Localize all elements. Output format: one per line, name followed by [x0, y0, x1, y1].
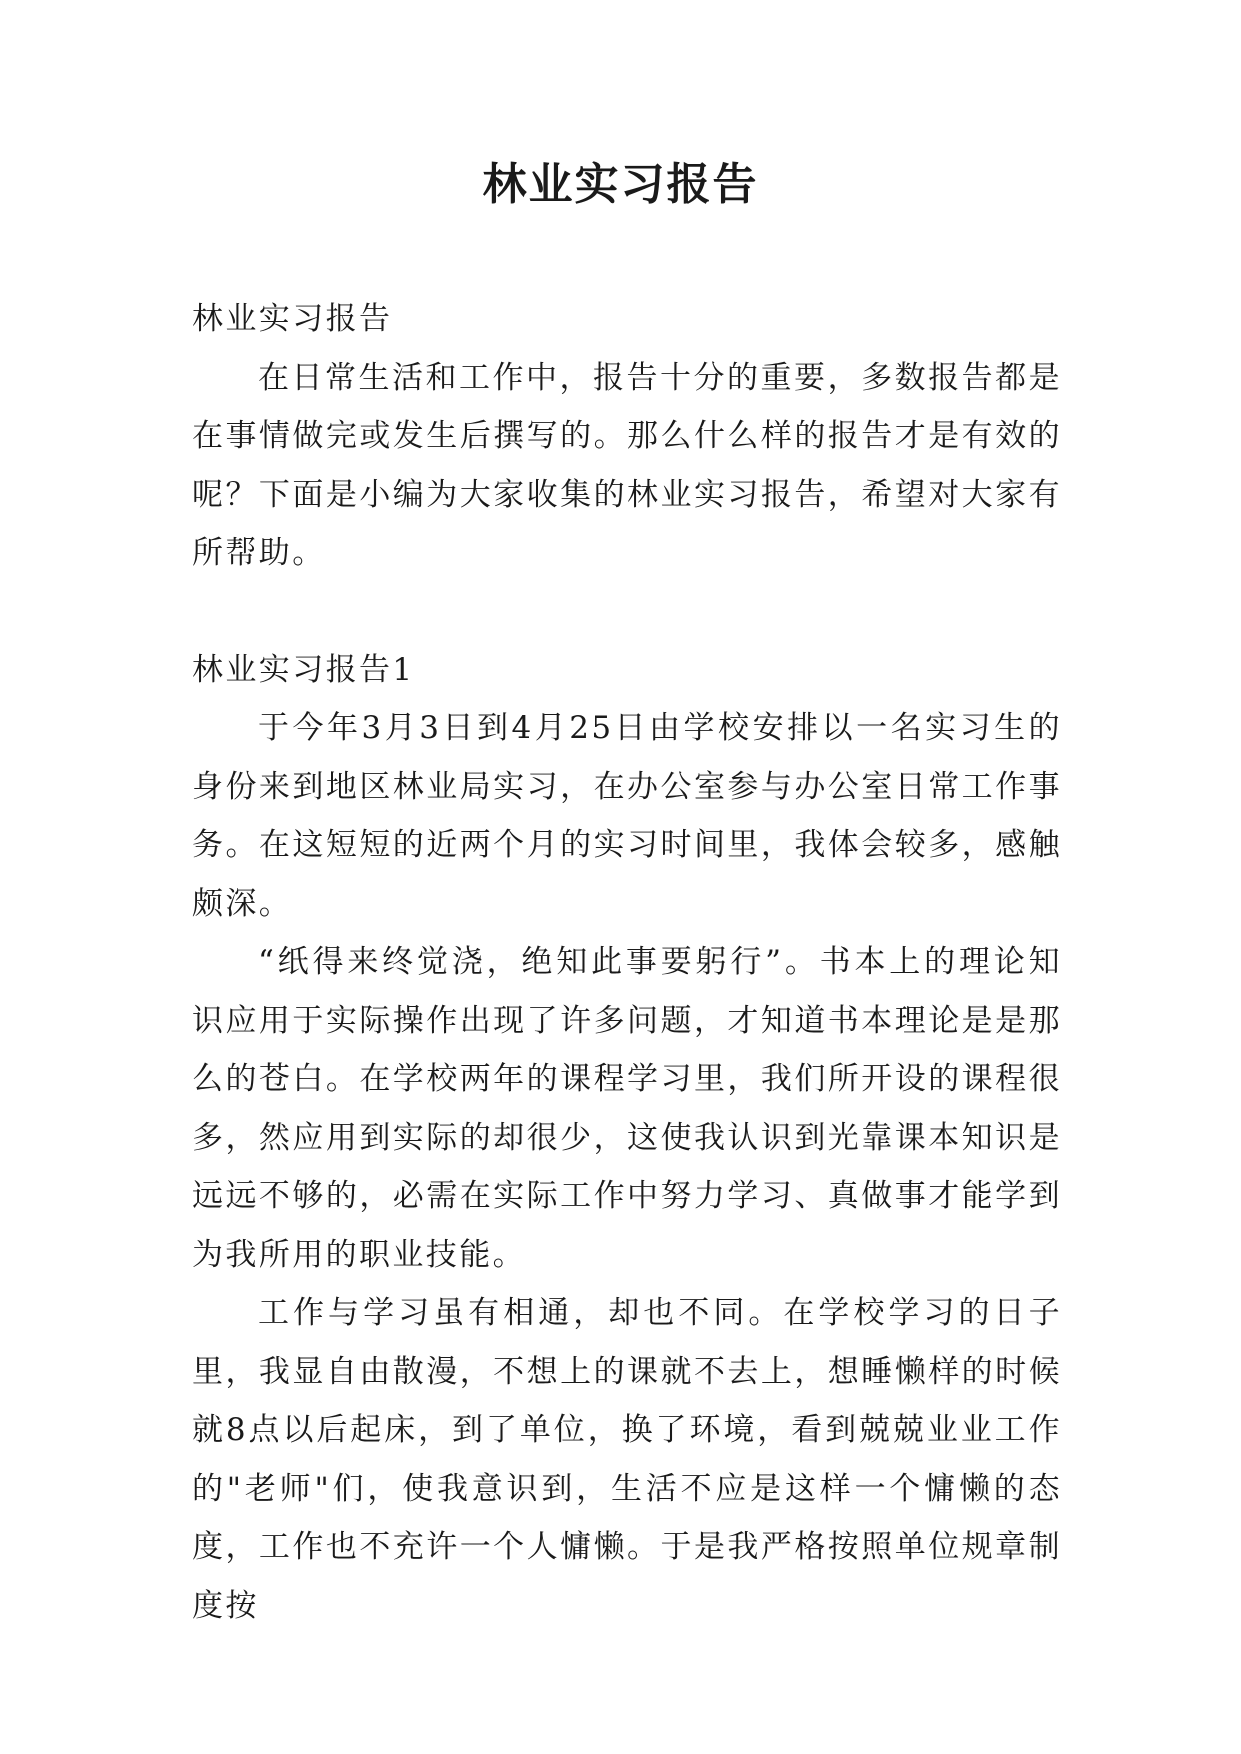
section-spacer	[192, 583, 1062, 641]
document-body	[192, 290, 1062, 1635]
body-paragraph-2: “纸得来终觉浇，绝知此事要躬行”。书本上的理论知识应用于实际操作出现了许多问题，才知道书本理论是是那么的苍白。在学校两年的课程学习里，我们所开设的课程很多，然应用到实际的却很少，这使我认识到光靠课本知识是远远不够的，必需在实际工作中努力学习、真做事才能学到为我所用的职业技能。	[192, 944, 1062, 1273]
intro-paragraph: 在日常生活和工作中，报告十分的重要，多数报告都是在事情做完或发生后撰写的。那么什么样的报告才是有效的呢？下面是小编为大家收集的林业实习报告，希望对大家有所帮助。	[192, 359, 1062, 571]
body-paragraph-3: 工作与学习虽有相通，却也不同。在学校学习的日子里，我显自由散漫，不想上的课就不去上，想睡懒样的时候就8点以后起床，到了单位，换了环境，看到兢兢业业工作的"老师"们，使我意识到，生活不应是这样一个慵懒的态度，工作也不充许一个人慵懒。于是我严格按照单位规章制度按	[192, 1295, 1062, 1624]
section-heading-report-1: 林业实习报告1	[192, 651, 415, 688]
body-paragraph-1: 于今年3月3日到4月25日由学校安排以一名实习生的身份来到地区林业局实习，在办公室参与办公室日常工作事务。在这短短的近两个月的实习时间里，我体会较多，感触颇深。	[192, 710, 1062, 922]
document-title: 林业实习报告	[482, 159, 759, 210]
section-heading-intro: 林业实习报告	[192, 301, 393, 337]
